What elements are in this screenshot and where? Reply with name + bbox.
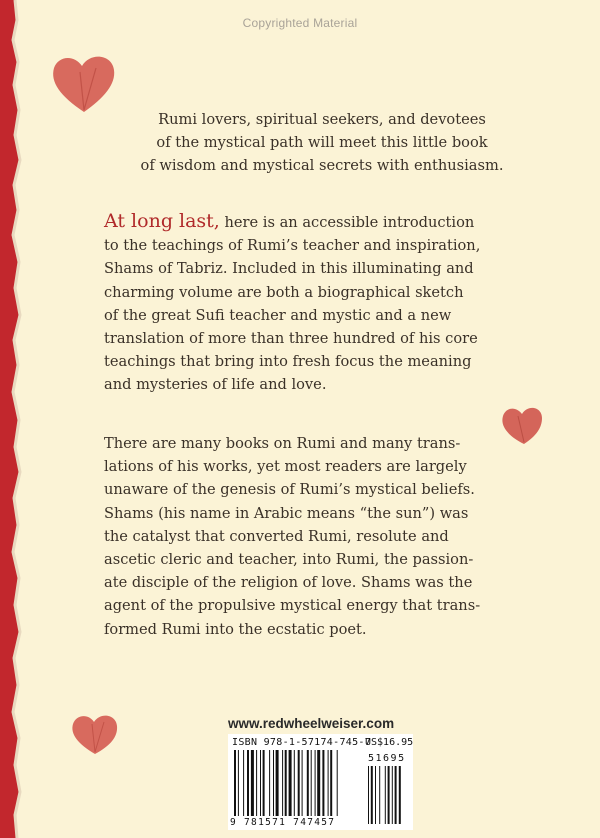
barcode-bar	[289, 750, 292, 816]
barcode-bar	[328, 750, 329, 816]
barcode-bar	[263, 750, 265, 816]
barcode-bar	[251, 750, 254, 816]
paragraph-line: lations of his works, yet most readers are largely	[104, 458, 467, 476]
paragraph-line: to the teachings of Rumi’s teacher and inspiration,	[104, 237, 481, 255]
barcode-bar	[368, 766, 369, 824]
barcode-bar	[317, 750, 320, 816]
paragraph-line: Shams (his name in Arabic means “the sun”) was	[104, 504, 469, 522]
copyright-watermark: Copyrighted Material	[242, 16, 358, 30]
paragraph-line: Shams of Tabriz. Included in this illuminating and	[104, 260, 474, 278]
paragraph-line: ascetic cleric and teacher, into Rumi, the passion-	[104, 551, 474, 569]
barcode-bar	[256, 750, 257, 816]
barcode-bar	[276, 750, 279, 816]
price-code-digits: 51695	[368, 753, 406, 764]
barcode-bar	[311, 750, 312, 816]
lead-in-text: At long last,	[104, 210, 220, 232]
barcode-bar	[315, 750, 316, 816]
barcode-bar	[243, 750, 244, 816]
barcode-bar	[388, 766, 390, 824]
barcode-bar	[294, 750, 295, 816]
paragraph-line: translation of more than three hundred of his core	[104, 330, 478, 348]
barcode-bar	[322, 750, 324, 816]
barcode-bar	[385, 766, 386, 824]
paragraph-line: and mysteries of life and love.	[104, 376, 327, 394]
barcode-bar	[395, 766, 397, 824]
description-paragraph-2	[104, 432, 554, 641]
barcode-bar	[298, 750, 300, 816]
barcode-bar	[273, 750, 274, 816]
paragraph-line: agent of the propulsive mystical energy that trans-	[104, 597, 481, 615]
barcode-bar	[392, 766, 393, 824]
barcode-bar	[307, 750, 309, 816]
barcode-bar	[302, 750, 303, 816]
isbn-barcode	[228, 734, 413, 830]
intro-blurb	[96, 108, 548, 177]
paragraph-line: formed Rumi into the ecstatic poet.	[104, 620, 367, 638]
intro-line: of wisdom and mystical secrets with enthusiasm.	[140, 157, 504, 174]
paragraph-line: unaware of the genesis of Rumi’s mystical beliefs.	[104, 481, 475, 499]
publisher-url[interactable]: www.redwheelweiser.com	[228, 716, 395, 731]
intro-line: of the mystical path will meet this little book	[156, 134, 488, 151]
description-paragraph-1	[104, 210, 554, 397]
paragraph-line: the catalyst that converted Rumi, resolute and	[104, 527, 449, 545]
barcode-bar	[234, 750, 236, 816]
torn-red-edge	[0, 0, 26, 838]
barcode-bar	[337, 750, 338, 816]
paragraph-line: There are many books on Rumi and many trans-	[104, 435, 461, 452]
heart-petal-icon-top	[50, 52, 118, 114]
barcode-bar	[371, 766, 373, 824]
barcode-bar	[247, 750, 249, 816]
price-text: US$16.95	[365, 737, 414, 748]
barcode-bar	[260, 750, 261, 816]
barcode-bar	[285, 750, 287, 816]
paragraph-line: ate disciple of the religion of love. Shams was the	[104, 574, 473, 592]
barcode-bar	[238, 750, 239, 816]
paragraph-line: of the great Sufi teacher and mystic and a new	[104, 306, 452, 324]
barcode-bar	[269, 750, 270, 816]
ean-digits: 9 781571 747457	[230, 817, 336, 828]
heart-petal-icon-bottom	[70, 712, 120, 756]
paragraph-line: teachings that bring into fresh focus the meaning	[104, 353, 472, 371]
barcode-bar	[379, 766, 380, 824]
paragraph-line: charming volume are both a biographical sketch	[104, 283, 464, 301]
barcode-bar	[375, 766, 376, 824]
isbn-text: ISBN 978-1-57174-745-7	[232, 737, 372, 748]
barcode-bar	[399, 766, 401, 824]
barcode-bar	[282, 750, 283, 816]
intro-line: Rumi lovers, spiritual seekers, and devotees	[158, 111, 486, 128]
paragraph-line: At long last, here is an accessible introduction	[104, 210, 475, 232]
barcode-bars	[228, 734, 413, 830]
barcode-bar	[330, 750, 332, 816]
